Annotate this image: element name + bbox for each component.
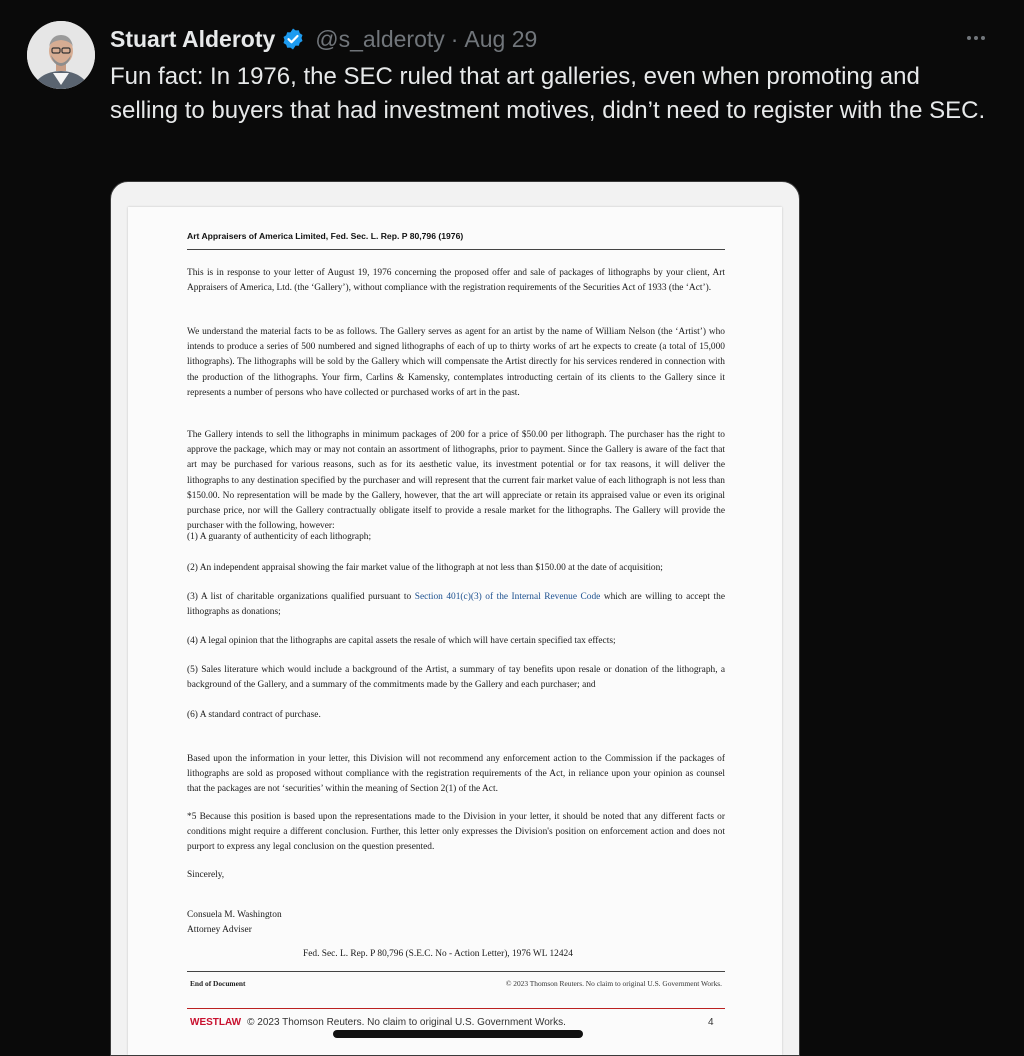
signer-title: Attorney Adviser — [187, 925, 252, 935]
verified-badge-icon — [281, 27, 305, 51]
item3-text-end: which are willing to accept the lithographs as donations; — [187, 592, 725, 618]
citation: Fed. Sec. L. Rep. P 80,796 (S.E.C. No - Action Letter), 1976 WL 12424 — [303, 949, 573, 959]
header-separator: · — [450, 25, 459, 52]
more-options-icon[interactable] — [960, 26, 992, 50]
paragraph-intro: This is in response to your letter of August 19, 1976 concerning the proposed offer and sale of packages of lithographs by your client, Art Appraisers of America, Ltd. (the ‘Gallery’), without compliance with the registration requirements of the Securities Act of 1933 (the ‘Act’). — [187, 268, 725, 294]
paragraph-terms: The Gallery intends to sell the lithographs in minimum packages of 200 for a price of $50.00 per lithograph. The purchaser has the right to approve the package, which may or may not contain an assortment of lithographs, prior to payment. Since the Gallery is aware of the fact that art may be purchased for various reasons, such as for its aesthetic value, its investment potential or for tax reasons, it will deliver the lithographs to any destination specified by the purchaser and will represent that the current fair market value of each lithograph is not less than $150.00. No representation will be made by the Gallery, however, that the art will appreciate or retain its appraised value or even its original purchase price, nor will the Gallery contractually obligate itself to provide a resale market for the lithographs. The Gallery will provide the purchaser with the following, however: — [187, 430, 725, 532]
home-indicator — [333, 1030, 583, 1038]
paragraph-caveat: *5 Because this position is based upon the representations made to the Division in your letter, it should be noted that any different facts or conditions might require a different conclusion. Further, this letter only expresses the Division's position on enforcement action and does not purport to express any legal conclusion on the question presented. — [187, 812, 725, 853]
divider — [187, 971, 725, 972]
tweet-date[interactable]: Aug 29 — [464, 25, 538, 52]
closing: Sincerely, — [187, 870, 225, 880]
signer-name: Consuela M. Washington — [187, 910, 282, 920]
list-item: (6) A standard contract of purchase. — [187, 710, 321, 720]
item3-text: (3) A list of charitable organizations qualified pursuant to — [187, 592, 415, 602]
paragraph-conclusion: Based upon the information in your letter, this Division will not recommend any enforcement action to the Commission if the packages of lithographs are sold as proposed without compliance with the registration requirements of the Act, in reliance upon your opinion as counsel that the packages are not ‘securities’ within the meaning of Section 2(1) of the Act. — [187, 754, 725, 795]
author-handle[interactable]: @s_alderoty — [315, 25, 445, 52]
tweet-header — [110, 22, 537, 56]
westlaw-footer — [190, 1015, 566, 1030]
list-item: (2) An independent appraisal showing the fair market value of the lithograph at not less than $150.00 at the date of acquisition; — [187, 563, 663, 573]
westlaw-logo: WESTLAW — [190, 1017, 242, 1028]
list-item: (5) Sales literature which would include a background of the Artist, a summary of tay benefits upon resale or donation of the lithograph, a background of the Gallery, and a summary of the commitments made by the Gallery and each purchaser; and — [187, 665, 725, 691]
end-of-document-label: End of Document — [190, 979, 246, 988]
list-item: (4) A legal opinion that the lithographs are capital assets the resale of which will have certain specified tax effects; — [187, 636, 616, 646]
author-avatar[interactable] — [27, 21, 95, 89]
tweet-media-image[interactable] — [110, 181, 800, 1056]
document-title: Art Appraisers of America Limited, Fed. Sec. L. Rep. P 80,796 (1976) — [187, 229, 725, 250]
divider — [187, 1008, 725, 1009]
tweet-text: Fun fact: In 1976, the SEC ruled that art galleries, even when promoting and selling to buyers that had investment motives, didn’t need to register with the SEC. — [110, 63, 986, 124]
copyright-small: © 2023 Thomson Reuters. No claim to original U.S. Government Works. — [505, 979, 722, 988]
avatar-photo — [27, 21, 95, 89]
irc-section-link[interactable]: Section 401(c)(3) of the Internal Revenue Code — [414, 592, 601, 602]
author-name[interactable]: Stuart Alderoty — [110, 25, 276, 52]
list-item: (1) A guaranty of authenticity of each lithograph; — [187, 532, 372, 542]
document-page — [128, 207, 782, 1055]
page-number: 4 — [708, 1017, 714, 1028]
list-item-charities — [187, 590, 725, 620]
westlaw-copyright: © 2023 Thomson Reuters. No claim to original U.S. Government Works. — [247, 1017, 566, 1028]
paragraph-facts: We understand the material facts to be as follows. The Gallery serves as agent for an artist by the name of William Nelson (the ‘Artist’) who intends to produce a series of 500 numbered and signed lithographs of each of up to thirty works of art he expects to create (a total of 15,000 lithographs). The lithographs will be sold by the Gallery which will compensate the Artist directly for his services rendered in connection with the production of the lithographs. Your firm, Carlins & Kamensky, contemplates introducting certain of its clients to the Gallery since it represents a number of persons who have collected or purchased works of art in the past. — [187, 327, 725, 398]
